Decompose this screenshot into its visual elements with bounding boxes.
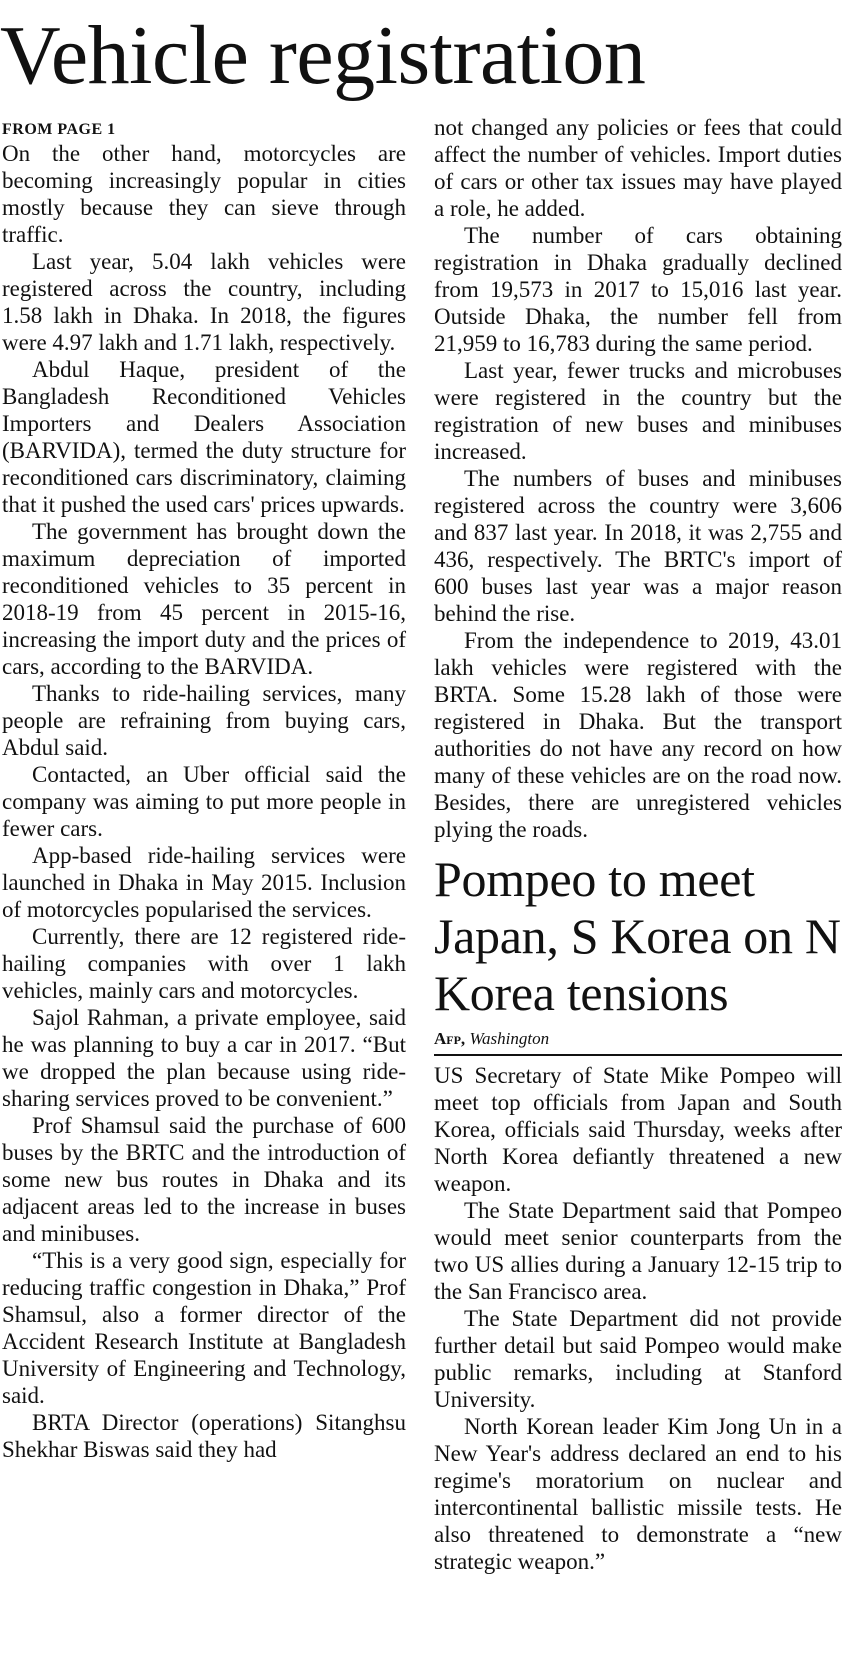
byline — [434, 1028, 842, 1050]
article-paragraph: The numbers of buses and minibuses registered across the country were 3,606 and 837 last year. In 2018, it was 2,755 and 436, respectively. The BRTC's import of 600 buses last year was a major reason behind the rise. — [434, 466, 842, 626]
article-paragraph: Last year, 5.04 lakh vehicles were registered across the country, including 1.58 lakh in Dhaka. In 2018, the figures were 4.97 lakh and 1.71 lakh, respectively. — [2, 249, 406, 355]
article-headline: Vehicle registration — [0, 9, 646, 102]
article-paragraph: Currently, there are 12 registered ride-hailing companies with over 1 lakh vehicles, mainly cars and motorcycles. — [2, 924, 406, 1003]
article-paragraph: Abdul Haque, president of the Bangladesh Reconditioned Vehicles Importers and Dealers Association (BARVIDA), termed the duty structure for reconditioned cars discriminatory, claiming that it pushed the used cars' prices upwards. — [2, 357, 406, 517]
byline-place: Washington — [469, 1029, 550, 1048]
story2-headline: Pompeo to meet Japan, S Korea on N Korea tensions — [434, 851, 841, 1021]
article-paragraph: BRTA Director (operations) Sitanghsu Shekhar Biswas said they had — [2, 1410, 406, 1462]
byline-rule — [434, 1054, 842, 1056]
article-paragraph: not changed any policies or fees that could affect the number of vehicles. Import duties of cars or other tax issues may have played a role, he added. — [434, 115, 842, 221]
left-column — [2, 120, 406, 1463]
byline-agency: Afp, — [434, 1029, 466, 1048]
article-paragraph: From the independence to 2019, 43.01 lakh vehicles were registered with the BRTA. Some 15.28 lakh of those were registered in Dhaka. But the transport authorities do not have any record on how many of these vehicles are on the road now. Besides, there are unregistered vehicles plying the roads. — [434, 628, 842, 842]
article-paragraph: The number of cars obtaining registration in Dhaka gradually declined from 19,573 in 2017 to 15,016 last year. Outside Dhaka, the number fell from 21,959 to 16,783 during the same period. — [434, 223, 842, 356]
article-paragraph: Last year, fewer trucks and microbuses were registered in the country but the registration of new buses and minibuses increased. — [434, 358, 842, 464]
story2-paragraph: North Korean leader Kim Jong Un in a New Year's address declared an end to his regime's moratorium on nuclear and intercontinental ballistic missile tests. He also threatened to demonstrate a “new strategic weapon.” — [434, 1414, 842, 1574]
right-column — [434, 114, 842, 1575]
article-paragraph: Sajol Rahman, a private employee, said he was planning to buy a car in 2017. “But we dropped the plan because using ride-sharing services proved to be convenient.” — [2, 1005, 406, 1111]
article-paragraph: Contacted, an Uber official said the company was aiming to put more people in fewer cars. — [2, 762, 406, 841]
article-paragraph: On the other hand, motorcycles are becoming increasingly popular in cities mostly because they can sieve through traffic. — [2, 141, 406, 247]
story-pompeo — [434, 851, 842, 1575]
story2-paragraph: US Secretary of State Mike Pompeo will meet top officials from Japan and South Korea, officials said Thursday, weeks after North Korea defiantly threatened a new weapon. — [434, 1063, 842, 1196]
article-paragraph: Prof Shamsul said the purchase of 600 buses by the BRTC and the introduction of some new bus routes in Dhaka and its adjacent areas led to the increase in buses and minibuses. — [2, 1113, 406, 1246]
kicker: FROM PAGE 1 — [2, 121, 116, 138]
article-paragraph: “This is a very good sign, especially for reducing traffic congestion in Dhaka,” Prof Shamsul, also a former director of the Accident Research Institute at Bangladesh University of Engineering and Technology, said. — [2, 1248, 406, 1408]
story2-paragraph: The State Department said that Pompeo would meet senior counterparts from the two US allies during a January 12-15 trip to the San Francisco area. — [434, 1198, 842, 1304]
article-paragraph: App-based ride-hailing services were launched in Dhaka in May 2015. Inclusion of motorcycles popularised the services. — [2, 843, 406, 922]
story2-paragraph: The State Department did not provide further detail but said Pompeo would make public remarks, including at Stanford University. — [434, 1306, 842, 1412]
article-paragraph: The government has brought down the maximum depreciation of imported reconditioned vehicles to 35 percent in 2018-19 from 45 percent in 2015-16, increasing the import duty and the prices of cars, according to the BARVIDA. — [2, 519, 406, 679]
article-paragraph: Thanks to ride-hailing services, many people are refraining from buying cars, Abdul said. — [2, 681, 406, 760]
